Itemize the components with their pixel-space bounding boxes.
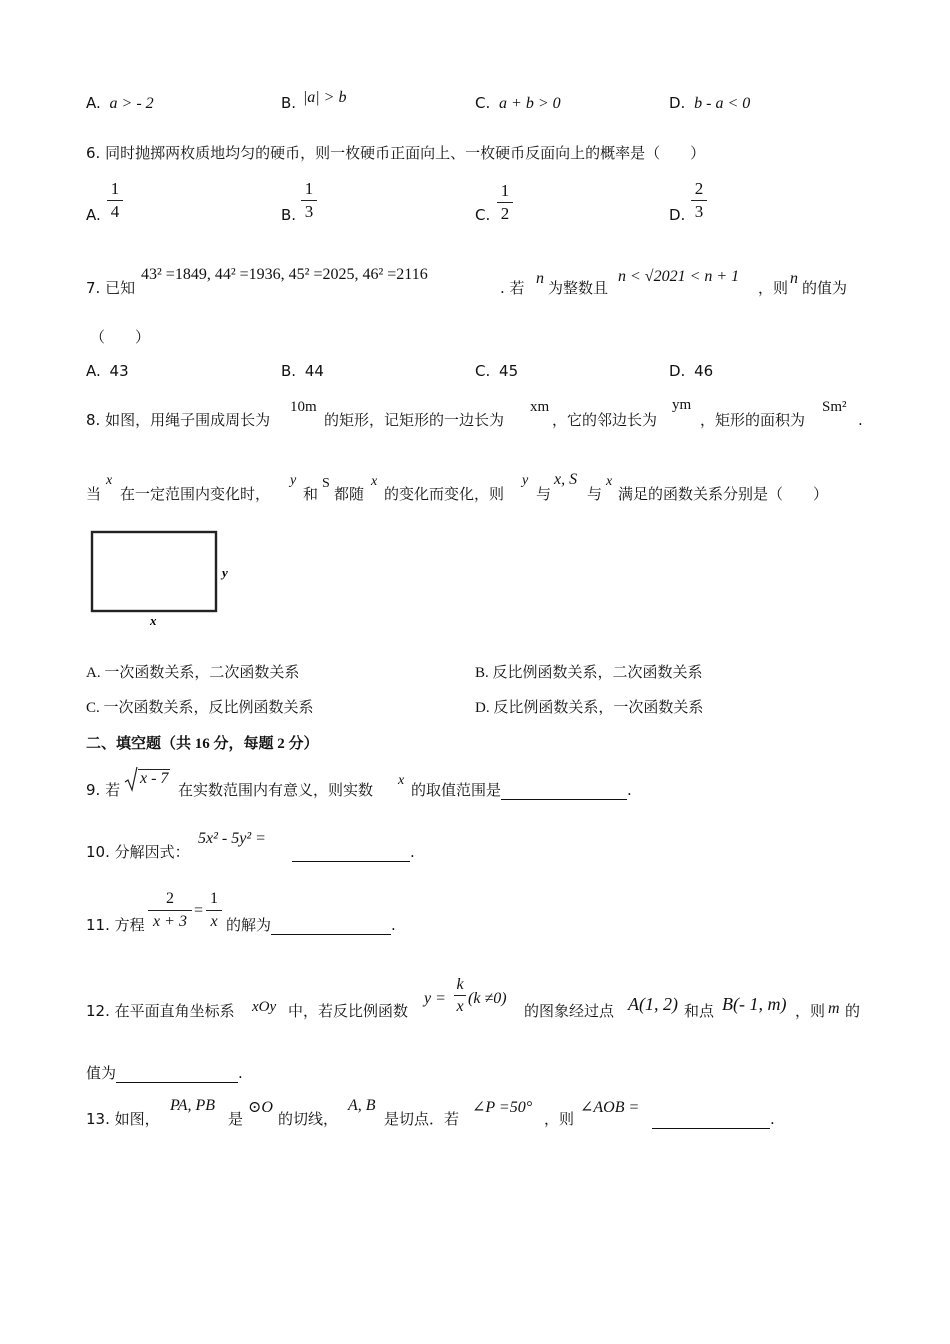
q12-function-lhs: y = <box>424 990 446 1007</box>
q11-tail-text: 的解为 <box>226 916 272 934</box>
q10-answer-blank <box>292 845 410 862</box>
q8-line2-x2: x <box>371 474 378 489</box>
q12-m-variable: m <box>828 1000 840 1017</box>
q8-line2-c: 和 <box>303 485 319 503</box>
q12-and: 和点 <box>684 1002 715 1020</box>
q11-answer-blank <box>271 918 391 935</box>
q7-facts: 43² =1849, 44² =1936, 45² =2025, 46² =2116 <box>141 266 428 283</box>
fraction-numerator: 2 <box>694 179 704 198</box>
q11-denominator-left: x + 3 <box>153 913 187 930</box>
option-letter: A. <box>86 94 101 112</box>
option-expr: |a| > b <box>302 89 347 106</box>
q8-line2-s: S <box>322 476 330 491</box>
q11-denominator-right: x <box>210 913 218 930</box>
q8-area: Sm² <box>822 399 847 415</box>
q13-tangent-lines: PA, PB <box>170 1097 216 1114</box>
fraction-denominator: 2 <box>500 204 510 223</box>
q5-option-a <box>86 93 154 114</box>
fraction-bar <box>107 200 123 201</box>
option-letter: D. <box>669 362 686 380</box>
q12-answer-blank <box>116 1066 238 1083</box>
q8-line2-y: y <box>290 473 297 488</box>
q12-coordinate-system: xOy <box>252 999 277 1015</box>
q12-line2-text: 值为 <box>86 1064 117 1082</box>
q11-numerator-right: 1 <box>210 890 218 907</box>
q13-period: . <box>770 1110 775 1128</box>
q10-answer <box>292 842 415 862</box>
q12-de: 的 <box>845 1002 861 1020</box>
q7-tail: 的值为 <box>802 279 848 297</box>
q8-option-c: C. 一次函数关系，反比例函数关系 <box>86 700 314 716</box>
figure-label-x: x <box>150 613 157 628</box>
q11-fraction-bar-right <box>206 910 222 911</box>
q12-function-condition: (k ≠0) <box>468 990 507 1007</box>
option-expr: b - a < 0 <box>694 95 751 112</box>
option-expr: a > - 2 <box>109 95 154 112</box>
q8-line2-x3: x <box>606 474 613 489</box>
q8-line2-xs: x, S <box>554 471 578 488</box>
option-value: 44 <box>304 362 324 380</box>
option-letter: A. <box>86 362 101 380</box>
q10-period: . <box>410 843 415 861</box>
q13-lead: 13. 如图， <box>86 1110 160 1128</box>
q7-n-variable: n <box>536 270 544 287</box>
option-value: 46 <box>694 362 714 380</box>
q13-mid: 的切线， <box>278 1110 339 1128</box>
fraction-bar <box>497 202 513 203</box>
q10-expression: 5x² - 5y² = <box>198 830 266 847</box>
option-expr: a + b > 0 <box>499 95 561 112</box>
q8-text-3: ，它的邻边长为 <box>552 411 658 429</box>
q8-rectangle-figure <box>88 528 238 628</box>
q5-option-c <box>475 93 561 114</box>
q6-option-c-fraction <box>496 182 514 223</box>
q11-numerator-left: 2 <box>166 890 174 907</box>
q6-stem: 6. 同时抛掷两枚质地均匀的硬币，则一枚硬币正面向上、一枚硬币反面向上的概率是（ ） <box>86 144 706 162</box>
q8-line2-f: 与 <box>536 485 552 503</box>
fraction-denominator: 3 <box>694 202 704 221</box>
option-value: 43 <box>109 362 129 380</box>
q8-line2-x: x <box>106 473 113 488</box>
q5-option-b <box>281 87 347 112</box>
q12-function-fraction <box>454 976 466 1015</box>
q12-mid2: 的图象经过点 <box>524 1002 615 1020</box>
q12-line2 <box>86 1063 243 1083</box>
q12-point-a: A(1, 2) <box>628 994 678 1014</box>
q11-equals: = <box>194 902 204 919</box>
q11-tail <box>226 915 396 935</box>
fraction-numerator: 1 <box>500 181 510 200</box>
q12-fraction-denominator: x <box>456 998 464 1015</box>
q13-answer-blank <box>652 1112 770 1129</box>
q8-text-1: 8. 如图，用绳子围成周长为 <box>86 411 271 429</box>
q13-angle-p: ∠P =50° <box>472 1099 533 1116</box>
q8-line2-a: 当 <box>86 485 102 503</box>
q8-option-b: B. 反比例函数关系，二次函数关系 <box>475 665 703 681</box>
q7-option-a <box>86 361 129 381</box>
q12-mid: 中，若反比例函数 <box>288 1002 409 1020</box>
q6-option-d-letter: D. <box>669 206 686 224</box>
q8-line2-g: 与 <box>587 485 603 503</box>
fraction-bar <box>691 200 707 201</box>
q9-tail <box>411 780 632 800</box>
q11-period: . <box>391 916 396 934</box>
q7-lead: 7. 已知 <box>86 279 136 297</box>
q9-x-variable: x <box>398 773 405 788</box>
q8-line2-e: 的变化而变化，则 <box>384 485 505 503</box>
q6-option-a-letter: A. <box>86 206 101 224</box>
q13-tangent-points: A, B <box>348 1097 376 1114</box>
q8-text-4: ，矩形的面积为 <box>700 411 806 429</box>
q7-option-c <box>475 361 518 381</box>
q8-line2-d: 都随 <box>334 485 365 503</box>
q12-fraction-bar <box>454 995 466 996</box>
rectangle-shape <box>92 532 216 611</box>
q9-radical-sign <box>124 766 138 792</box>
q5-option-d <box>669 93 750 114</box>
q7-condition: n < √2021 < n + 1 <box>618 268 740 285</box>
option-letter: C. <box>475 362 491 380</box>
q11-fraction-left <box>148 890 192 931</box>
option-value: 45 <box>499 362 519 380</box>
q13-answer <box>652 1109 775 1129</box>
q7-mid: . 若 <box>500 279 525 297</box>
q13-angle-aob: ∠AOB = <box>580 1099 640 1116</box>
q6-option-b-letter: B. <box>281 206 297 224</box>
q7-then: ，则 <box>758 279 789 297</box>
q6-option-c-letter: C. <box>475 206 491 224</box>
q11-fraction-bar-left <box>148 910 192 911</box>
q8-adjacent: ym <box>672 397 692 413</box>
q12-point-b: B(- 1, m) <box>722 994 787 1014</box>
q11-lead: 11. 方程 <box>86 916 145 934</box>
section-title: 二、填空题（共 16 分，每题 2 分） <box>86 736 319 752</box>
q6-option-d-fraction <box>690 180 708 221</box>
q13-then: ，则 <box>544 1110 575 1128</box>
option-letter: B. <box>281 362 297 380</box>
q9-radicand: x - 7 <box>140 770 169 787</box>
q7-cond-text: 为整数且 <box>548 279 609 297</box>
q8-option-d: D. 反比例函数关系，一次函数关系 <box>475 700 704 716</box>
q12-fraction-numerator: k <box>456 976 464 993</box>
q8-text-5: . <box>858 411 863 429</box>
fraction-denominator: 3 <box>304 202 314 221</box>
q9-mid: 在实数范围内有意义，则实数 <box>178 781 374 799</box>
option-letter: C. <box>475 94 491 112</box>
q8-side: xm <box>530 399 550 415</box>
q12-then: ，则 <box>795 1002 826 1020</box>
fraction-numerator: 1 <box>110 179 120 198</box>
q11-fraction-right <box>206 890 222 931</box>
q8-perimeter: 10m <box>290 399 317 415</box>
q9-answer-blank <box>501 783 627 800</box>
q13-mid2: 是切点．若 <box>384 1110 460 1128</box>
q7-option-b <box>281 361 324 381</box>
q7-paren: （ ） <box>90 328 151 346</box>
q10-lead: 10. 分解因式： <box>86 843 190 861</box>
q9-tail-text: 的取值范围是 <box>411 781 502 799</box>
option-letter: B. <box>281 94 297 112</box>
q8-line2-y2: y <box>522 473 529 488</box>
fraction-bar <box>301 200 317 201</box>
q9-lead: 9. 若 <box>86 781 121 799</box>
q8-line2-h: 满足的函数关系分别是（ ） <box>618 485 829 503</box>
q12-lead: 12. 在平面直角坐标系 <box>86 1002 235 1020</box>
q6-option-a-fraction <box>106 180 124 221</box>
option-letter: D. <box>669 94 686 112</box>
q7-n-variable-2: n <box>790 270 798 287</box>
q13-shi: 是 <box>228 1110 244 1128</box>
q8-line2-b: 在一定范围内变化时， <box>120 485 271 503</box>
fraction-denominator: 4 <box>110 202 120 221</box>
figure-label-y: y <box>222 565 228 580</box>
q8-text-2: 的矩形，记矩形的一边长为 <box>324 411 505 429</box>
q7-option-d <box>669 361 713 381</box>
q6-option-b-fraction <box>300 180 318 221</box>
q13-circle-o: ⊙O <box>248 1099 273 1116</box>
q8-option-a: A. 一次函数关系，二次函数关系 <box>86 665 300 681</box>
q9-period: . <box>627 781 632 799</box>
fraction-numerator: 1 <box>304 179 314 198</box>
q12-period: . <box>238 1064 243 1082</box>
